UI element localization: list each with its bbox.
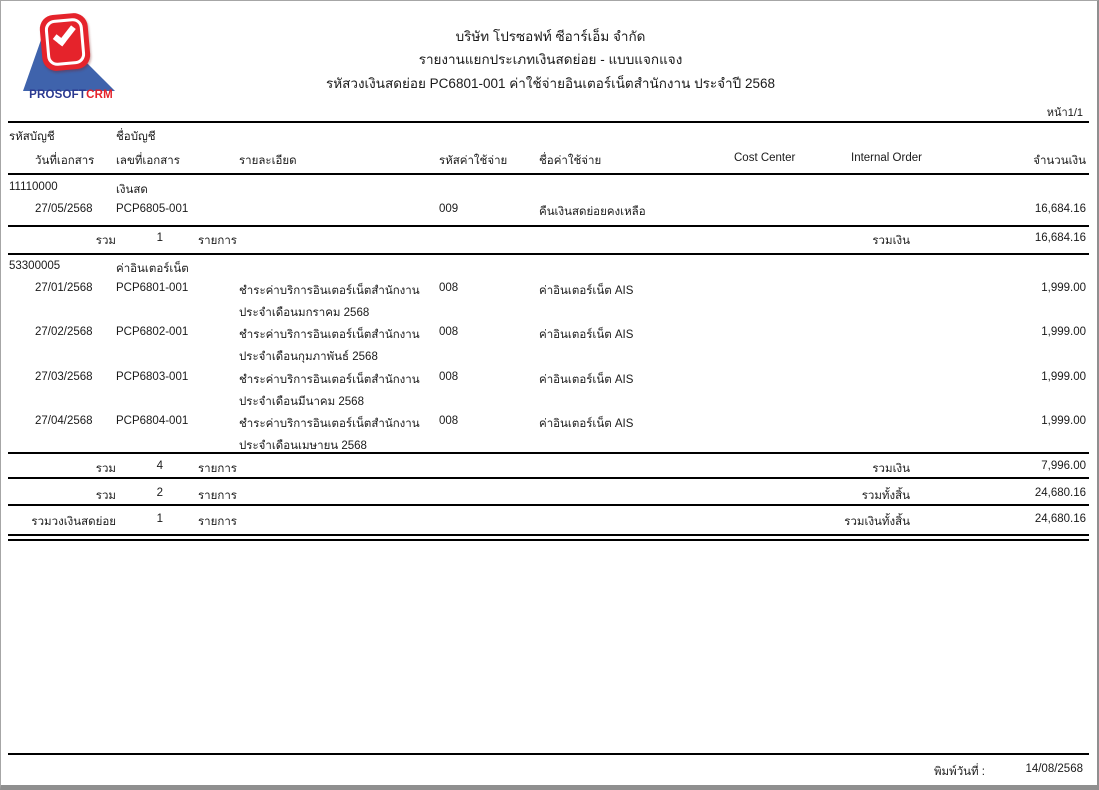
- col-expense-name: ชื่อค่าใช้จ่าย: [539, 155, 602, 167]
- expense-name: ค่าอินเตอร์เน็ต AIS: [539, 374, 634, 386]
- col-amount: จำนวนเงิน: [1033, 155, 1086, 167]
- amount: 1,999.00: [1041, 326, 1086, 338]
- rule-footer: [8, 753, 1089, 755]
- total-count: 1: [156, 513, 163, 525]
- sum-amount: 24,680.16: [1034, 513, 1086, 525]
- double-rule-top: [8, 534, 1089, 536]
- sum-label: รวมทั้งสิ้น: [861, 490, 910, 502]
- sum-label: รวมเงิน: [872, 463, 910, 475]
- sum-amount: 24,680.16: [1034, 487, 1086, 499]
- amount: 16,684.16: [1034, 203, 1086, 215]
- group-total-row: [1, 460, 1097, 478]
- description-line2: ประจำเดือนมีนาคม 2568: [239, 396, 364, 408]
- table-row: [1, 282, 1097, 300]
- total-count: 2: [156, 487, 163, 499]
- amount: 1,999.00: [1041, 415, 1086, 427]
- total-unit: รายการ: [198, 516, 237, 528]
- description-line2: ประจำเดือนเมษายน 2568: [239, 440, 367, 452]
- column-header-row-1: [1, 128, 1097, 146]
- report-title: รายงานแยกประเภทเงินสดย่อย - แบบแจกแจง: [418, 52, 683, 67]
- group-total-row: [1, 232, 1097, 250]
- expense-name: ค่าอินเตอร์เน็ต AIS: [539, 418, 634, 430]
- description-line1: ชำระค่าบริการอินเตอร์เน็ตสำนักงาน: [239, 418, 420, 430]
- expense-code: 008: [439, 326, 459, 338]
- total-label: รวม: [95, 490, 116, 502]
- rule: [8, 225, 1089, 227]
- description-line2: ประจำเดือนมกราคม 2568: [239, 307, 370, 319]
- total-unit: รายการ: [198, 463, 237, 475]
- sum-amount: 16,684.16: [1034, 232, 1086, 244]
- doc-no: PCP6805-001: [116, 203, 189, 215]
- amount: 1,999.00: [1041, 371, 1086, 383]
- description-line1: ชำระค่าบริการอินเตอร์เน็ตสำนักงาน: [239, 374, 420, 386]
- col-account-name: ชื่อบัญชี: [116, 131, 156, 143]
- grand-total-row: [1, 513, 1097, 531]
- table-row: [1, 326, 1097, 344]
- rule-top: [8, 121, 1089, 123]
- expense-name: คืนเงินสดย่อยคงเหลือ: [539, 206, 646, 218]
- expense-name: ค่าอินเตอร์เน็ต AIS: [539, 329, 634, 341]
- table-row: [1, 415, 1097, 433]
- account-name: ค่าอินเตอร์เน็ต: [116, 263, 189, 275]
- rule: [8, 504, 1089, 506]
- doc-date: 27/04/2568: [35, 415, 93, 427]
- expense-code: 009: [439, 203, 459, 215]
- doc-no: PCP6803-001: [116, 371, 189, 383]
- group-header-row: [1, 260, 1097, 278]
- logo-text-crm: CRM: [86, 89, 113, 101]
- col-expense-code: รหัสค่าใช้จ่าย: [439, 155, 508, 167]
- rule: [8, 477, 1089, 479]
- report-total-row: [1, 487, 1097, 505]
- total-label: รวม: [95, 235, 116, 247]
- total-count: 1: [156, 232, 163, 244]
- table-row: [1, 371, 1097, 389]
- account-code: 53300005: [9, 260, 61, 272]
- rule: [8, 253, 1089, 255]
- group-header-row: [1, 181, 1097, 199]
- total-unit: รายการ: [198, 235, 237, 247]
- doc-no: PCP6802-001: [116, 326, 189, 338]
- logo-text-prosoft: PROSOFT: [29, 89, 87, 101]
- doc-date: 27/02/2568: [35, 326, 93, 338]
- account-name: เงินสด: [116, 184, 148, 196]
- table-row-continuation: [1, 348, 1097, 366]
- total-label: รวมวงเงินสดย่อย: [31, 516, 116, 528]
- column-header-row-2: [1, 152, 1097, 170]
- printed-date-label: พิมพ์วันที่ :: [933, 766, 985, 778]
- expense-code: 008: [439, 415, 459, 427]
- description-line1: ชำระค่าบริการอินเตอร์เน็ตสำนักงาน: [239, 329, 420, 341]
- table-row-continuation: [1, 304, 1097, 322]
- col-doc-no: เลขที่เอกสาร: [116, 155, 180, 167]
- sum-amount: 7,996.00: [1041, 460, 1086, 472]
- col-account-code: รหัสบัญชี: [9, 131, 55, 143]
- printed-date-value: 14/08/2568: [1025, 763, 1083, 775]
- table-row-continuation: [1, 393, 1097, 411]
- total-count: 4: [156, 460, 163, 472]
- description-line2: ประจำเดือนกุมภาพันธ์ 2568: [239, 351, 378, 363]
- rule: [8, 452, 1089, 454]
- doc-date: 27/01/2568: [35, 282, 93, 294]
- col-cost-center: Cost Center: [734, 152, 796, 164]
- sum-label: รวมเงินทั้งสิ้น: [844, 516, 910, 528]
- doc-date: 27/05/2568: [35, 203, 93, 215]
- expense-code: 008: [439, 371, 459, 383]
- report-subtitle: รหัสวงเงินสดย่อย PC6801-001 ค่าใช้จ่ายอินเตอร์เน็ตสำนักงาน ประจำปี 2568: [326, 76, 775, 91]
- sum-label: รวมเงิน: [872, 235, 910, 247]
- col-doc-date: วันที่เอกสาร: [35, 155, 95, 167]
- total-unit: รายการ: [198, 490, 237, 502]
- description-line1: ชำระค่าบริการอินเตอร์เน็ตสำนักงาน: [239, 285, 420, 297]
- col-description: รายละเอียด: [239, 155, 297, 167]
- page-number: หน้า1/1: [1046, 107, 1083, 119]
- expense-code: 008: [439, 282, 459, 294]
- double-rule-bottom: [8, 539, 1089, 541]
- table-row: [1, 203, 1097, 221]
- amount: 1,999.00: [1041, 282, 1086, 294]
- total-label: รวม: [95, 463, 116, 475]
- doc-no: PCP6801-001: [116, 282, 189, 294]
- doc-date: 27/03/2568: [35, 371, 93, 383]
- col-internal-order: Internal Order: [851, 152, 922, 164]
- doc-no: PCP6804-001: [116, 415, 189, 427]
- rule-header-bottom: [8, 173, 1089, 175]
- expense-name: ค่าอินเตอร์เน็ต AIS: [539, 285, 634, 297]
- account-code: 11110000: [9, 181, 58, 193]
- company-name: บริษัท โปรซอฟท์ ซีอาร์เอ็ม จำกัด: [455, 29, 646, 44]
